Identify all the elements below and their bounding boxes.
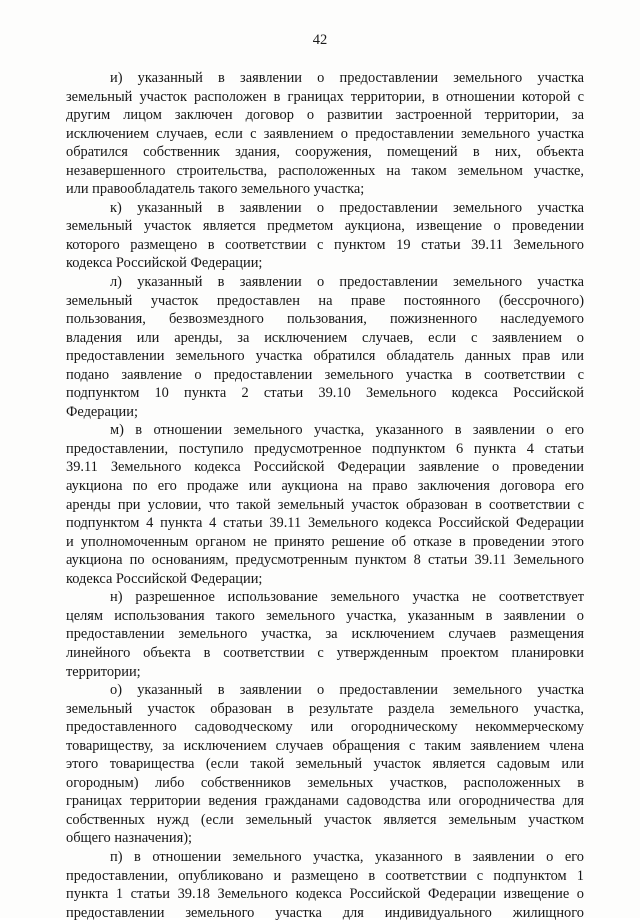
document-body bbox=[66, 69, 584, 922]
text-line: земельный участок образован в результате раздела земельного участка, bbox=[66, 700, 584, 717]
text-line: Федерации; bbox=[66, 403, 138, 420]
text-line: подпунктом 4 пункта 4 статьи 39.11 Земельного кодекса Российской Федерации bbox=[66, 515, 584, 532]
text-line: этого товарищества (если такой земельный участок является садовым или bbox=[66, 756, 584, 773]
text-line: предоставлении, опубликовано и размещено в соответствии с подпунктом 1 bbox=[66, 867, 584, 884]
text-line: обратился собственник здания, сооружения, помещений в них, объекта bbox=[66, 144, 584, 161]
page-number: 42 bbox=[312, 32, 328, 48]
text-line: земельный участок является предметом аукциона, извещение о проведении bbox=[66, 218, 584, 235]
text-line: кодекса Российской Федерации; bbox=[66, 255, 263, 272]
text-line: общего назначения); bbox=[66, 830, 193, 847]
text-line: о) указанный в заявлении о предоставлении земельного участка bbox=[110, 682, 584, 699]
text-line: товариществу, за исключением случаев обращения с таким заявлением члена bbox=[66, 737, 584, 754]
text-line: подпунктом 10 пункта 2 статьи 39.10 Земельного кодекса Российской bbox=[66, 385, 584, 402]
text-line: и) указанный в заявлении о предоставлении земельного участка bbox=[110, 70, 584, 86]
text-line: м) в отношении земельного участка, указанного в заявлении о его bbox=[110, 422, 584, 439]
text-line: аренды при условии, что такой земельный участок образован в соответствии с bbox=[66, 496, 584, 513]
text-line: кодекса Российской Федерации; bbox=[66, 570, 263, 587]
paragraph-p bbox=[66, 848, 584, 922]
text-line: территории; bbox=[66, 663, 141, 680]
text-line: аукциона по его продаже или аукциона на право заключения договора его bbox=[66, 478, 584, 495]
text-line: предоставленного садоводческому или огородническому некоммерческому bbox=[66, 719, 584, 736]
text-line: линейного объекта в соответствии с утвержденным проектом планировки bbox=[66, 644, 584, 661]
paragraph-l bbox=[66, 273, 584, 421]
text-line: и уполномоченным органом не принято решение об отказе в проведении этого bbox=[66, 533, 584, 550]
text-line: л) указанный в заявлении о предоставлении земельного участка bbox=[110, 274, 584, 291]
text-line: аукциона по основаниям, предусмотренным пунктом 8 статьи 39.11 Земельного bbox=[66, 552, 584, 569]
paragraph-m bbox=[66, 421, 584, 588]
text-line: земельный участок расположен в границах территории, в отношении которой с bbox=[66, 88, 584, 105]
text-line: собственных нужд (если земельный участок является земельным участком bbox=[66, 811, 584, 828]
paragraph-n bbox=[66, 588, 584, 681]
text-line: предоставлении, поступило предусмотренное подпунктом 6 пункта 4 статьи bbox=[66, 440, 584, 457]
text-line: незавершенного строительства, расположенных на таком земельном участке, bbox=[66, 162, 584, 179]
text-line: предоставлении земельного участка для индивидуального жилищного bbox=[66, 904, 584, 921]
paragraph-o bbox=[66, 681, 584, 848]
text-line: огородным) либо собственников земельных участков, расположенных в bbox=[66, 774, 584, 791]
text-line: которого размещено в соответствии с пунктом 19 статьи 39.11 Земельного bbox=[66, 236, 584, 253]
text-line: предоставлении земельного участка, за исключением случаев размещения bbox=[66, 626, 584, 643]
text-line: владения или аренды, за исключением случаев, если с заявлением о bbox=[66, 329, 584, 346]
text-line: земельный участок предоставлен на праве постоянного (бессрочного) bbox=[66, 292, 584, 309]
text-line: пользования, безвозмездного пользования, пожизненного наследуемого bbox=[66, 311, 584, 328]
text-line: другим лицом заключен договор о развитии застроенной территории, за bbox=[66, 107, 584, 124]
text-line: исключением случаев, если с заявлением о предоставлении земельного участка bbox=[66, 125, 584, 142]
text-line: или правообладатель такого земельного участка; bbox=[66, 181, 365, 198]
paragraph-k bbox=[66, 199, 584, 273]
text-line: к) указанный в заявлении о предоставлении земельного участка bbox=[110, 199, 584, 216]
text-line: целям использования такого земельного участка, указанным в заявлении о bbox=[66, 607, 584, 624]
text-line: предоставлении земельного участка обратился обладатель данных прав или bbox=[66, 348, 584, 365]
text-line: 39.11 Земельного кодекса Российской Федерации заявление о проведении bbox=[66, 459, 584, 476]
text-line: подано заявление о предоставлении земельного участка в соответствии с bbox=[66, 366, 584, 383]
text-line: пункта 1 статьи 39.18 Земельного кодекса Российской Федерации извещение о bbox=[66, 886, 584, 903]
text-line: границах территории ведения гражданами садоводства или огородничества для bbox=[66, 793, 584, 810]
paragraph-i bbox=[66, 69, 584, 199]
text-line: п) в отношении земельного участка, указанного в заявлении о его bbox=[110, 848, 584, 865]
text-line: н) разрешенное использование земельного участка не соответствует bbox=[110, 589, 584, 606]
